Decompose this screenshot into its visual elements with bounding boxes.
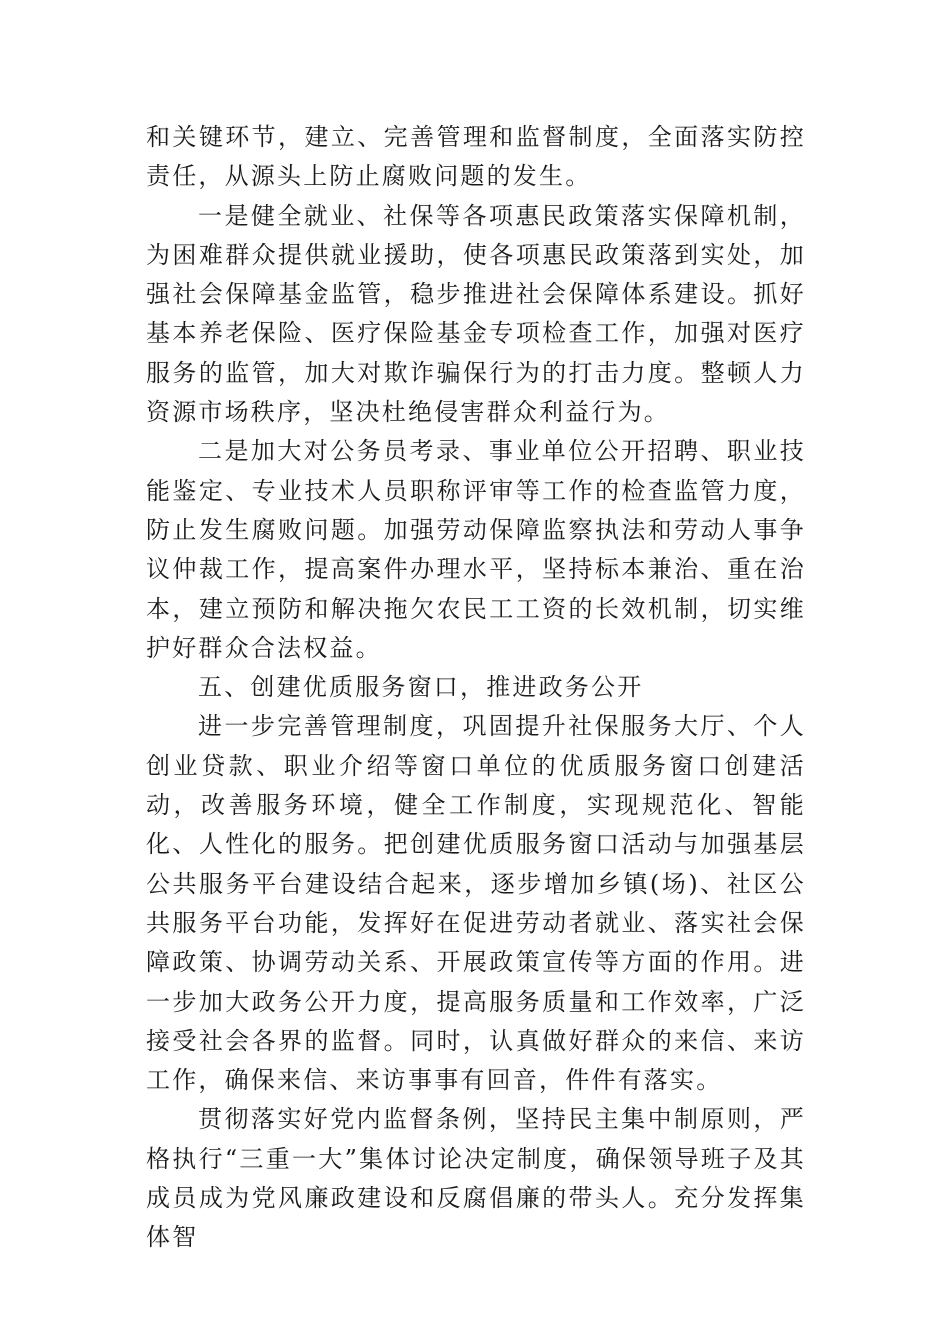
section-heading: 五、创建优质服务窗口，推进政务公开 — [198, 673, 644, 702]
paragraph-2: 一是健全就业、社保等各项惠民政策落实保障机制，为困难群众提供就业援助，使各项惠民政策落到实处，加强社会保障基金监管，稳步推进社会保障体系建设。抓好基本养老保险、医疗保险基金专项检查工作，加强对医疗服务的监管，加大对欺诈骗保行为的打击力度。整顿人力资源市场秩序，坚决杜绝侵害群众利益行为。 — [146, 201, 806, 427]
paragraph-4: 进一步完善管理制度，巩固提升社保服务大厅、个人创业贷款、职业介绍等窗口单位的优质服务窗口创建活动，改善服务环境，健全工作制度，实现规范化、智能化、人性化的服务。把创建优质服务窗口活动与加强基层公共服务平台建设结合起来，逐步增加乡镇(场)、社区公共服务平台功能，发挥好在促进劳动者就业、落实社会保障政策、协调劳动关系、开展政策宣传等方面的作用。进一步加大政务公开力度，提高服务质量和工作效率，广泛接受社会各界的监督。同时，认真做好群众的来信、来访工作，确保来信、来访事事有回音，件件有落实。 — [146, 712, 806, 1095]
paragraph-1: 和关键环节，建立、完善管理和监督制度，全面落实防控责任，从源头上防止腐败问题的发生。 — [146, 123, 806, 191]
paragraph-3: 二是加大对公务员考录、事业单位公开招聘、职业技能鉴定、专业技术人员职称评审等工作的检查监管力度，防止发生腐败问题。加强劳动保障监察执法和劳动人事争议仲裁工作，提高案件办理水平，坚持标本兼治、重在治本，建立预防和解决拖欠农民工工资的长效机制，切实维护好群众合法权益。 — [146, 437, 806, 662]
document-page — [146, 118, 806, 1258]
paragraph-5: 贯彻落实好党内监督条例，坚持民主集中制原则，严格执行“三重一大”集体讨论决定制度，确保领导班子及其成员成为党风廉政建设和反腐倡廉的带头人。充分发挥集体智 — [146, 1105, 806, 1252]
